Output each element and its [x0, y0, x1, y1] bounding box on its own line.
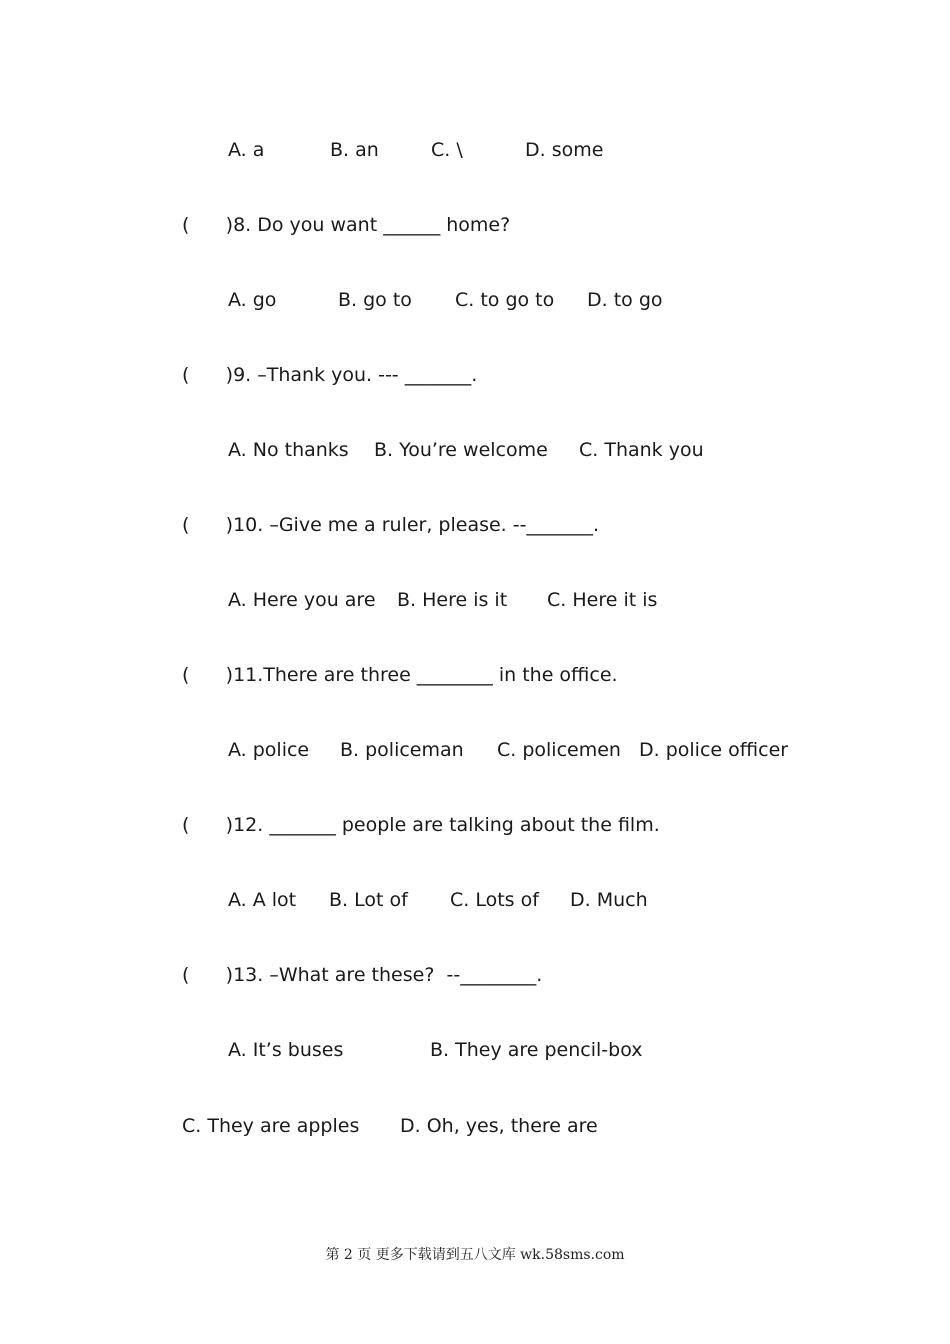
option-d: D. Oh, yes, there are: [400, 1115, 598, 1137]
option-d: D. Much: [570, 889, 648, 911]
option-b: B. They are pencil-box: [430, 1039, 643, 1061]
option-b: B. an: [330, 139, 379, 161]
option-c: C. policemen: [497, 739, 621, 761]
page-footer: 第 2 页 更多下载请到五八文库 wk.58sms.com: [325, 1247, 625, 1263]
option-d: D. some: [525, 139, 604, 161]
question-12-stem: ( )12. _______ people are talking about the film.: [182, 814, 660, 836]
option-a: A. No thanks: [228, 439, 349, 461]
question-11-stem: ( )11.There are three ________ in the office.: [182, 664, 618, 686]
question-13-stem: ( )13. –What are these? --________.: [182, 964, 543, 986]
option-c: C. Here it is: [547, 589, 658, 611]
option-b: B. policeman: [340, 739, 464, 761]
question-8-stem: ( )8. Do you want ______ home?: [182, 214, 511, 236]
option-a: A. a: [228, 139, 265, 161]
option-c: C. They are apples: [182, 1115, 360, 1137]
option-b: B. go to: [338, 289, 412, 311]
option-c: C. \: [431, 139, 463, 161]
option-b: B. Here is it: [397, 589, 508, 611]
q13-options-row2: [0, 1114, 598, 1186]
option-a: A. police: [228, 739, 310, 761]
question-9-stem: ( )9. –Thank you. --- _______.: [182, 364, 478, 386]
option-a: A. go: [228, 289, 277, 311]
option-a: A. It’s buses: [228, 1039, 344, 1061]
option-d: D. to go: [587, 289, 663, 311]
option-a: A. Here you are: [228, 589, 376, 611]
option-c: C. Thank you: [579, 439, 704, 461]
option-c: C. to go to: [455, 289, 555, 311]
option-d: D. police officer: [639, 739, 789, 761]
option-a: A. A lot: [228, 889, 297, 911]
option-c: C. Lots of: [450, 889, 539, 911]
option-b: B. Lot of: [329, 889, 408, 911]
option-b: B. You’re welcome: [374, 439, 548, 461]
q13-options-row1: [0, 1038, 643, 1110]
question-10-stem: ( )10. –Give me a ruler, please. --_______.: [182, 514, 600, 536]
